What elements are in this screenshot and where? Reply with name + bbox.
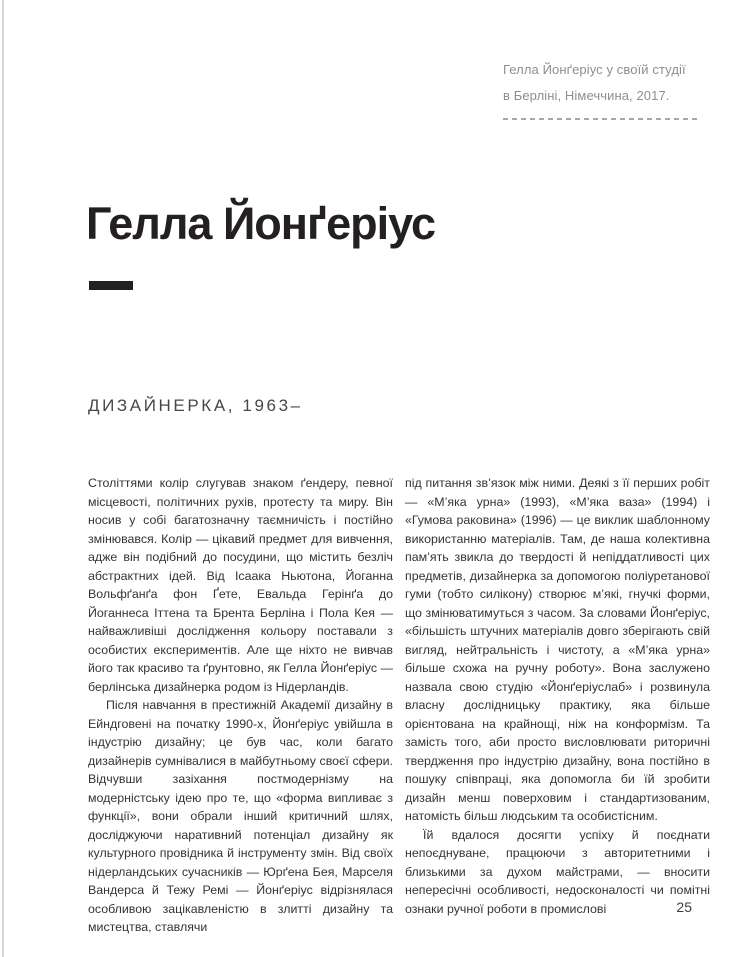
body-paragraph: Після навчання в престижній Академії дизайну в Ейндговені на початку 1990-х, Йонґеріус увійшла в індустрію дизайну; це був час, коли багато дизайнерів сумнівалися в майбутньому своєї сфери. Відчувши зазіхання постмодернізму на модерністську ідею про те, що «форма випливає з функції», вони обрали інший критичний шлях, досліджуючи наративний потенціал дизайну як культурного провідника й інструменту змін. Від своїх нідерландських сучасників — Юрґена Бея, Марселя Вандерса й Тежу Ремі — Йонґеріус відрізнялася особливою зацікавленістю в злитті дизайну та мистецтва, ставлячи bbox=[88, 698, 393, 934]
photo-caption-line1: Гелла Йонґеріус у своїй студії bbox=[503, 62, 686, 77]
body-paragraph: під питання зв’язок між ними. Деякі з її перших робіт — «М’яка урна» (1993), «М’яка ваза» (1994) і «Гумова раковина» (1996) — це виклик шаблонному використанню матеріалів. Там, де наша колективна пам’ять звикла до твердості й непіддатливості цих предметів, дизайнерка за допомогою поліуретанової гуми (тобто силікону) створює м’які, гнучкі форми, що змінюватимуться з часом. За словами Йонґеріус, «більшість штучних матеріалів довго зберігають свій вигляд, нейтральність і чистоту, а «М’яка урна» більше схожа на ручну роботу». Вона заслужено назвала свою студію «Йонґеріуслаб» і розвинула власну дослідницьку практику, яка більше орієнтована на крайнощі, ніж на конформізм. Та замість того, аби просто висловлювати риторичні твердження про індустрію дизайну, вона постійно в пошуку співпраці, яка допомогла би їй зробити дизайн менш поверховим і стандартизованим, натомість більш людським та особистісним. bbox=[405, 476, 710, 823]
right-column bbox=[405, 474, 710, 918]
page-title: Гелла Йонґеріус bbox=[86, 198, 436, 249]
page-number: 25 bbox=[676, 899, 692, 915]
subtitle: ДИЗАЙНЕРКА, 1963– bbox=[88, 396, 303, 415]
title-dash-rule bbox=[89, 281, 133, 290]
caption-dashed-divider bbox=[503, 118, 701, 120]
photo-caption bbox=[503, 57, 703, 120]
page-left-edge bbox=[2, 0, 4, 957]
photo-caption-line2: в Берліні, Німеччина, 2017. bbox=[503, 88, 670, 103]
body-paragraph: Століттями колір слугував знаком ґендеру, певної місцевості, політичних рухів, протесту та миру. Він носив у собі багатозначну таємничість і постійно змінювався. Колір — цікавий предмет для вивчення, адже він подібний до посудини, що містить безліч абстрактних ідей. Від Ісаака Ньютона, Йоганна Вольфґанґа фон Ґете, Евальда Герінґа до Йоганнеса Іттена та Брента Берліна і Пола Кея — найважливіші дослідження кольору поставали з особистих експериментів. Але ще ніхто не вивчав його так красиво та ґрунтовно, як Гелла Йонґеріус — берлінська дизайнерка родом із Нідерландів. bbox=[88, 476, 393, 694]
left-column bbox=[88, 474, 393, 937]
body-paragraph: Їй вдалося досягти успіху й поєднати непоєднуване, працюючи з авторитетними і близькими за духом майстрами, — вносити непересічні особливості, недосконалості чи помітні ознаки ручної роботи в промислові bbox=[405, 827, 710, 916]
